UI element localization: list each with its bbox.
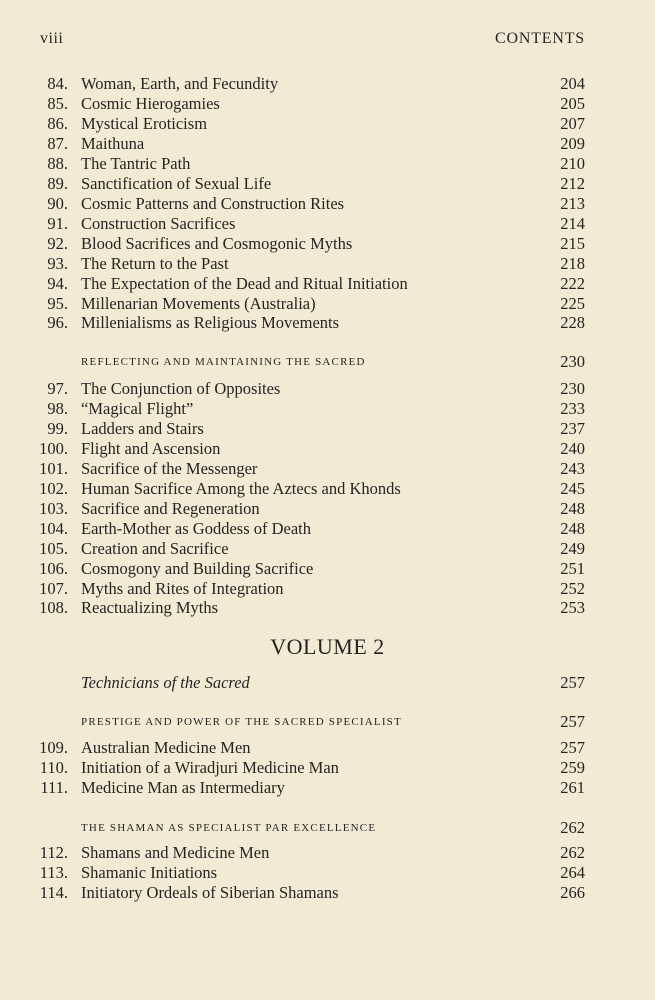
- toc-entry: [0, 883, 655, 903]
- entry-number: 103.: [39, 499, 68, 518]
- page-number: viii: [40, 30, 64, 47]
- entry-number: 85.: [47, 94, 68, 113]
- toc-part-heading: [0, 673, 655, 693]
- entry-page: 209: [560, 134, 585, 153]
- entry-page: 252: [560, 579, 585, 598]
- entry-title: Sacrifice and Regeneration: [81, 499, 260, 518]
- entry-title: The Expectation of the Dead and Ritual Initiation: [81, 274, 408, 293]
- toc-entry: [0, 134, 655, 154]
- entry-page: 210: [560, 154, 585, 173]
- entry-number: 101.: [39, 459, 68, 478]
- entry-title: The Conjunction of Opposites: [81, 379, 281, 398]
- toc-entry: [0, 499, 655, 519]
- toc-entry: [0, 174, 655, 194]
- toc-entry: [0, 559, 655, 579]
- entry-title: Myths and Rites of Integration: [81, 579, 284, 598]
- volume-heading: VOLUME 2: [270, 634, 385, 659]
- entry-title: Shamans and Medicine Men: [81, 843, 270, 862]
- toc-entry: [0, 539, 655, 559]
- entry-page: 266: [560, 883, 585, 902]
- entry-title: Maithuna: [81, 134, 145, 153]
- entry-number: 110.: [39, 758, 68, 777]
- entry-title: Technicians of the Sacred: [81, 673, 250, 692]
- entry-page: 215: [560, 234, 585, 253]
- entry-number: 109.: [39, 738, 68, 757]
- entry-title: Australian Medicine Men: [81, 738, 251, 757]
- entry-title: Cosmogony and Building Sacrifice: [81, 559, 314, 578]
- entry-title: Human Sacrifice Among the Aztecs and Khonds: [81, 479, 401, 498]
- entry-title: Ladders and Stairs: [81, 419, 204, 438]
- entry-number: 106.: [39, 559, 68, 578]
- toc-entry: [0, 519, 655, 539]
- entry-title: Earth-Mother as Goddess of Death: [81, 519, 312, 538]
- entry-title: Cosmic Hierogamies: [81, 94, 220, 113]
- entry-title: Millenarian Movements (Australia): [81, 294, 316, 313]
- entry-page: 253: [560, 598, 585, 617]
- toc-entry: [0, 214, 655, 234]
- entry-number: 108.: [39, 598, 68, 617]
- entry-page: 212: [560, 174, 585, 193]
- entry-number: 86.: [47, 114, 68, 133]
- entry-page: 257: [560, 738, 585, 757]
- entry-title: Cosmic Patterns and Construction Rites: [81, 194, 345, 213]
- entry-page: 205: [560, 94, 585, 113]
- entry-page: 240: [560, 439, 585, 458]
- toc-entry: [0, 399, 655, 419]
- entry-title: Flight and Ascension: [81, 439, 221, 458]
- entry-title: The Tantric Path: [81, 154, 191, 173]
- entry-title: Initiatory Ordeals of Siberian Shamans: [81, 883, 339, 902]
- running-head: CONTENTS: [495, 30, 585, 47]
- toc-entry: [0, 274, 655, 294]
- entry-number: 93.: [47, 254, 68, 273]
- entry-number: 114.: [39, 883, 68, 902]
- entry-number: 97.: [47, 379, 68, 398]
- entry-page: 213: [560, 194, 585, 213]
- entry-number: 84.: [47, 74, 68, 93]
- toc-entry: [0, 758, 655, 778]
- entry-title: Construction Sacrifices: [81, 214, 236, 233]
- toc-entry: [0, 154, 655, 174]
- entry-page: 245: [560, 479, 585, 498]
- entry-page: 233: [560, 399, 585, 418]
- entry-page: 230: [560, 379, 585, 398]
- entry-page: 257: [560, 673, 585, 692]
- toc-section-heading: [0, 818, 655, 838]
- entry-title: Medicine Man as Intermediary: [81, 778, 285, 797]
- toc-entry: [0, 254, 655, 274]
- entry-number: 112.: [39, 843, 68, 862]
- entry-title: “Magical Flight”: [81, 399, 194, 418]
- entry-number: 94.: [47, 274, 68, 293]
- entry-number: 96.: [47, 313, 68, 332]
- entry-number: 88.: [47, 154, 68, 173]
- entry-page: 222: [560, 274, 585, 293]
- entry-page: 237: [560, 419, 585, 438]
- entry-page: 249: [560, 539, 585, 558]
- entry-title: REFLECTING AND MAINTAINING THE SACRED: [81, 356, 366, 368]
- toc-entry: [0, 94, 655, 114]
- entry-page: 218: [560, 254, 585, 273]
- entry-number: 89.: [47, 174, 68, 193]
- entry-title: Reactualizing Myths: [81, 598, 219, 617]
- entry-page: 214: [560, 214, 585, 233]
- toc-entry: [0, 234, 655, 254]
- entry-title: The Return to the Past: [81, 254, 229, 273]
- entry-number: 92.: [47, 234, 68, 253]
- entry-title: Sacrifice of the Messenger: [81, 459, 258, 478]
- entry-page: 259: [560, 758, 585, 777]
- entry-title: Shamanic Initiations: [81, 863, 218, 882]
- entry-title: Woman, Earth, and Fecundity: [81, 74, 279, 93]
- entry-page: 207: [560, 114, 585, 133]
- toc-entry: [0, 194, 655, 214]
- toc-entry: [0, 598, 655, 618]
- entry-title: Sanctification of Sexual Life: [81, 174, 272, 193]
- entry-page: 262: [560, 818, 585, 837]
- toc-entry: [0, 479, 655, 499]
- entry-page: 264: [560, 863, 585, 882]
- entry-page: 251: [560, 559, 585, 578]
- toc-entry: [0, 379, 655, 399]
- entry-number: 113.: [39, 863, 68, 882]
- entry-title: Blood Sacrifices and Cosmogonic Myths: [81, 234, 353, 253]
- entry-page: 248: [560, 499, 585, 518]
- entry-number: 104.: [39, 519, 68, 538]
- entry-title: Creation and Sacrifice: [81, 539, 229, 558]
- entry-page: 243: [560, 459, 585, 478]
- toc-entry: [0, 74, 655, 94]
- toc-section-heading: [0, 712, 655, 732]
- entry-number: 90.: [47, 194, 68, 213]
- toc-entry: [0, 778, 655, 798]
- entry-number: 99.: [47, 419, 68, 438]
- entry-page: 248: [560, 519, 585, 538]
- toc-entry: [0, 313, 655, 333]
- entry-title: THE SHAMAN AS SPECIALIST PAR EXCELLENCE: [81, 822, 377, 834]
- entry-number: 105.: [39, 539, 68, 558]
- toc-entry: [0, 738, 655, 758]
- entry-number: 107.: [39, 579, 68, 598]
- entry-number: 100.: [39, 439, 68, 458]
- entry-page: 204: [560, 74, 585, 93]
- toc-entry: [0, 439, 655, 459]
- toc-entry: [0, 419, 655, 439]
- entry-number: 95.: [47, 294, 68, 313]
- entry-page: 257: [560, 712, 585, 731]
- toc-entry: [0, 843, 655, 863]
- entry-number: 111.: [40, 778, 68, 797]
- toc-section-heading: [0, 352, 655, 372]
- entry-page: 228: [560, 313, 585, 332]
- entry-number: 91.: [47, 214, 68, 233]
- entry-title: Mystical Eroticism: [81, 114, 208, 133]
- toc-entry: [0, 863, 655, 883]
- entry-page: 262: [560, 843, 585, 862]
- entry-title: PRESTIGE AND POWER OF THE SACRED SPECIALIST: [81, 716, 402, 728]
- toc-entry: [0, 459, 655, 479]
- entry-number: 102.: [39, 479, 68, 498]
- entry-title: Millenialisms as Religious Movements: [81, 313, 340, 332]
- entry-page: 230: [560, 352, 585, 371]
- toc-entry: [0, 579, 655, 599]
- toc-entry: [0, 114, 655, 134]
- toc-entry: [0, 294, 655, 314]
- entry-page: 261: [560, 778, 585, 797]
- entry-number: 87.: [47, 134, 68, 153]
- entry-page: 225: [560, 294, 585, 313]
- entry-title: Initiation of a Wiradjuri Medicine Man: [81, 758, 339, 777]
- entry-number: 98.: [47, 399, 68, 418]
